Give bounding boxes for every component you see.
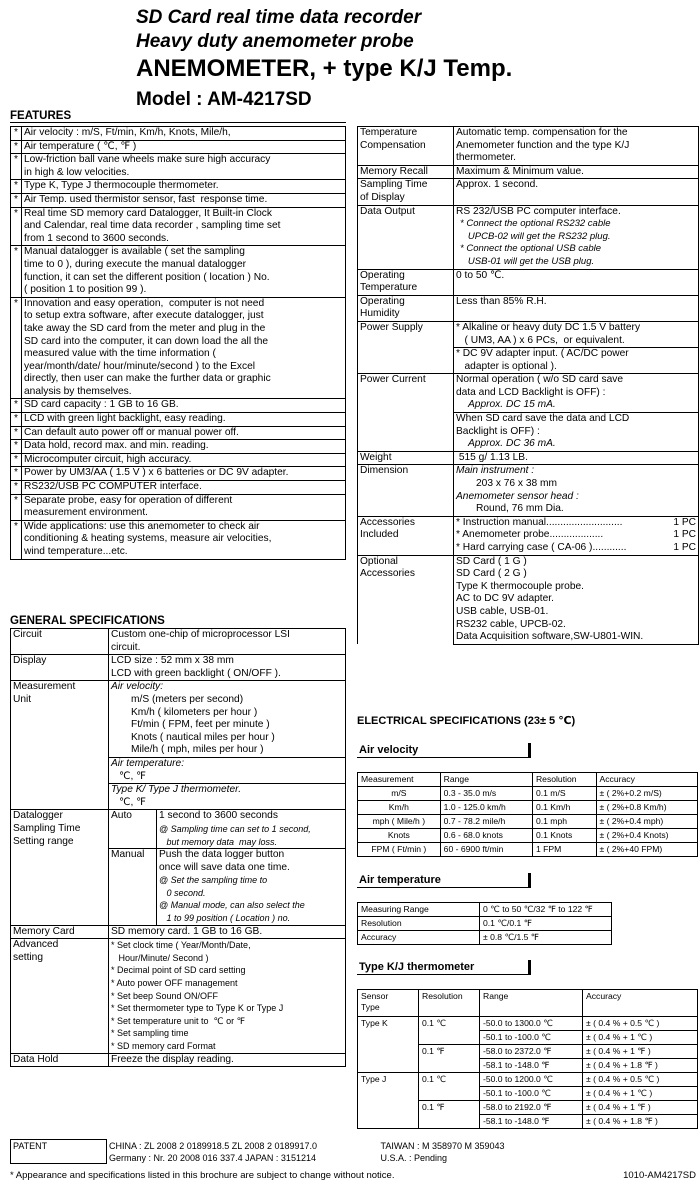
electrical-title: ELECTRICAL SPECIFICATIONS (23± 5 ℃) [357,715,576,727]
header-line1: SD Card real time data recorder [136,7,422,28]
patent-germany-japan: Germany : Nr. 20 2008 016 337.4 JAPAN : 3151214 [109,1152,316,1163]
thermometer-accuracy: ± ( 0.4 % + 1 ℉ ) [583,1045,698,1059]
datalogger-auto-note: @ Sampling time can set to 1 second, but memory data may loss. [159,823,311,847]
footer-note: * Appearance and specifications listed in this brochure are subject to change without notice. [10,1170,395,1181]
air-temperature-cell: Resolution [358,917,480,931]
data-output-value: RS 232/USB PC computer interface. [456,205,621,217]
thermometer-range: -50.0 to 1200.0 ℃ [480,1073,583,1087]
air-temperature-row [358,917,612,931]
thermometer-range: -50.1 to -100.0 ℃ [480,1087,583,1101]
air-velocity-title: Air velocity [357,743,531,758]
feature-row [11,207,346,246]
feature-bullet: * [11,207,22,246]
data-output-note: * Connect the optional RS232 cable UPCB-02 will get the RS232 plug. * Connect the optional USB cable USB-01 will get the USB plug. [460,218,611,267]
power-current-sd-value: Approx. DC 36 mA. [468,438,556,450]
advanced-setting-items: * Set clock time ( Year/Month/Date, Hour/Minute/ Second ) * Decimal point of SD card setting * Auto power OFF management * Set beep Sound ON/OFF * Set thermometer type to Type K or Type J * Set temperature unit to ℃ or ℉ * Set sampling time * SD memory card Format [109,939,346,1053]
weight-label: Weight [358,451,454,465]
memory-recall-value: Maximum & Minimum value. [454,165,699,179]
thermometer-header-row [358,990,698,1017]
memory-card-label: Memory Card [11,925,109,939]
air-velocity-cell: 0.7 - 78.2 mile/h [440,815,532,829]
dimension-main-value: 203 x 76 x 38 mm [476,478,557,490]
weight-value: 515 g/ 1.13 LB. [454,451,699,465]
patent-taiwan: TAIWAN : M 358970 M 359043 [380,1140,505,1151]
feature-bullet: * [11,297,22,399]
data-hold-value: Freeze the display reading. [109,1053,346,1067]
circuit-value: Custom one-chip of microprocessor LSI circuit. [109,629,346,655]
thermometer-header-cell: Accuracy [583,990,698,1017]
feature-bullet: * [11,467,22,481]
header-model: Model : AM-4217SD [136,89,312,110]
air-velocity-cell: ± ( 2%+0.8 Km/h) [596,801,697,815]
air-temperature-cell: Measuring Range [358,903,480,917]
feature-bullet: * [11,193,22,207]
air-velocity-cell: 60 - 6900 ft/min [440,843,532,857]
power-current-normal-value: Approx. DC 15 mA. [468,399,556,411]
air-velocity-header-row [358,773,698,787]
accessory-name: * Anemometer probe................... [456,529,604,541]
dimension-label: Dimension [358,465,454,516]
air-velocity-cell: Knots [358,829,441,843]
header-line2: Heavy duty anemometer probe [136,31,414,52]
unit-label: Measurement Unit [11,681,109,810]
feature-bullet: * [11,453,22,467]
feature-text: Can default auto power off or manual power off. [22,426,346,440]
power-current-normal: Normal operation ( w/o SD card save data and LCD Backlight is OFF) : [456,374,624,398]
feature-row [11,297,346,399]
thermometer-accuracy: ± ( 0.4 % + 1 ℃ ) [583,1031,698,1045]
feature-row [11,440,346,454]
air-velocity-cell: 0.1 Knots [532,829,596,843]
feature-bullet: * [11,520,22,559]
thermometer-resolution: 0.1 ℃ [419,1073,480,1101]
thermometer-header-cell: Resolution [419,990,480,1017]
feature-row [11,481,346,495]
thermometer-resolution: 0.1 ℃ [419,1017,480,1045]
air-velocity-row [358,815,698,829]
feature-text: Air temperature ( ℃, ℉ ) [22,140,346,154]
datalogger-manual-value: Push the data logger button once will save data one time. [159,849,290,873]
thermometer-header-cell: Range [480,990,583,1017]
air-velocity-header-cell: Resolution [532,773,596,787]
air-temperature-row [358,931,612,945]
temp-compensation-label: Temperature Compensation [358,127,454,166]
feature-text: RS232/USB PC COMPUTER interface. [22,481,346,495]
accessory-item [456,529,696,542]
air-temperature-row [358,903,612,917]
thermometer-range: -50.1 to -100.0 ℃ [480,1031,583,1045]
temp-compensation-value: Automatic temp. compensation for the Anemometer function and the type K/J thermometer. [454,127,699,166]
air-temperature-cell: Accuracy [358,931,480,945]
air-temperature-cell: 0.1 ℃/0.1 ℉ [480,917,612,931]
general-spec-table [10,628,346,1067]
general-title: GENERAL SPECIFICATIONS [10,615,165,627]
power-supply-battery: * Alkaline or heavy duty DC 1.5 V battery ( UM3, AA ) x 6 PCs, or equivalent. [454,321,699,347]
dimension-sensor-value: Round, 76 mm Dia. [476,503,564,515]
optional-accessories-label: Optional Accessories [358,555,454,644]
feature-bullet: * [11,399,22,413]
unit-air-temp-title: Air temperature: [111,757,185,769]
feature-bullet: * [11,494,22,520]
feature-row [11,127,346,141]
patent-china: CHINA : ZL 2008 2 0189918.5 ZL 2008 2 0189917.0 [109,1140,317,1151]
display-label: Display [11,655,109,681]
air-velocity-header-cell: Range [440,773,532,787]
power-current-sd: When SD card save the data and LCD Backlight is OFF) : [456,413,630,437]
feature-text: Air velocity : m/S, Ft/min, Km/h, Knots, Mile/h, [22,127,346,141]
feature-row [11,453,346,467]
feature-row [11,140,346,154]
operating-humidity-label: Operating Humidity [358,295,454,321]
air-velocity-cell: mph ( Mile/h ) [358,815,441,829]
air-velocity-cell: 0.1 m/S [532,787,596,801]
unit-air-velocity-items: m/S (meters per second) Km/h ( kilometers per hour ) Ft/min ( FPM, feet per minute ) Knots ( nautical miles per hour ) Mile/h ( mph, miles per hour ) [131,693,275,756]
feature-text: Separate probe, easy for operation of different measurement environment. [22,494,346,520]
air-temperature-title: Air temperature [357,873,531,888]
feature-text: Wide applications: use this anemometer to check air conditioning & heating systems, measure air velocities, wind temperature...etc. [22,520,346,559]
air-temperature-cell: 0 ℃ to 50 ℃/32 ℉ to 122 ℉ [480,903,612,917]
air-velocity-cell: FPM ( Ft/min ) [358,843,441,857]
accessory-qty: 1 PC [673,516,696,528]
optional-accessories-list: SD Card ( 1 G ) SD Card ( 2 G ) Type K thermocouple probe. AC to DC 9V adapter. USB cable, USB-01. RS232 cable, UPCB-02. Data Acquisition software,SW-U801-WIN. [454,555,699,644]
feature-row [11,413,346,427]
power-supply-adapter: * DC 9V adapter input. ( AC/DC power adapter is optional ). [454,348,699,374]
thermometer-accuracy: ± ( 0.4 % + 1.8 ℉ ) [583,1115,698,1129]
operating-temp-value: 0 to 50 ℃. [454,269,699,295]
sampling-time-label: Sampling Time of Display [358,179,454,205]
air-velocity-cell: 0.1 mph [532,815,596,829]
feature-bullet: * [11,127,22,141]
feature-text: Power by UM3/AA ( 1.5 V ) x 6 batteries or DC 9V adapter. [22,467,346,481]
dimension-sensor-label: Anemometer sensor head : [456,490,579,502]
memory-recall-label: Memory Recall [358,165,454,179]
air-velocity-row [358,843,698,857]
feature-text: Innovation and easy operation, computer is not need to setup extra software, after execute datalogger, just take away the SD card from the meter and plug in the SD card into the computer, it can down load the all the measured value with the time information ( year/month/date/ hour/minute/second ) to the Excel directly, then user can make the further data or graphic analysis by themselves. [22,297,346,399]
feature-row [11,180,346,194]
air-velocity-header-cell: Accuracy [596,773,697,787]
air-velocity-table [357,772,698,857]
feature-text: Type K, Type J thermocouple thermometer. [22,180,346,194]
thermometer-accuracy: ± ( 0.4 % + 0.5 ℃ ) [583,1017,698,1031]
data-hold-label: Data Hold [11,1053,109,1067]
feature-row [11,399,346,413]
air-velocity-cell: m/S [358,787,441,801]
footer-code: 1010-AM4217SD [623,1170,696,1181]
air-velocity-cell: 0.6 - 68.0 knots [440,829,532,843]
features-table [10,126,346,560]
air-velocity-cell: 0.3 - 35.0 m/s [440,787,532,801]
feature-row [11,154,346,180]
patent-table [10,1139,698,1164]
feature-row [11,494,346,520]
power-supply-label: Power Supply [358,321,454,373]
feature-bullet: * [11,440,22,454]
circuit-label: Circuit [11,629,109,655]
thermometer-range: -58.0 to 2372.0 ℉ [480,1045,583,1059]
air-temperature-table [357,902,612,945]
feature-row [11,467,346,481]
features-title: FEATURES [10,110,346,123]
air-velocity-cell: 0.1 Km/h [532,801,596,815]
accessories-label: Accessories Included [358,516,454,555]
thermometer-range: -50.0 to 1300.0 ℃ [480,1017,583,1031]
accessory-qty: 1 PC [673,542,696,553]
air-velocity-cell: ± ( 2%+40 FPM) [596,843,697,857]
feature-text: Microcomputer circuit, high accuracy. [22,453,346,467]
feature-bullet: * [11,481,22,495]
feature-row [11,426,346,440]
feature-text: SD card capacity : 1 GB to 16 GB. [22,399,346,413]
unit-thermo-title: Type K/ Type J thermometer. [111,784,242,796]
air-velocity-row [358,801,698,815]
thermometer-resolution: 0.1 ℉ [419,1045,480,1073]
feature-bullet: * [11,154,22,180]
accessories-list [454,516,699,555]
feature-text: Manual datalogger is available ( set the sampling time to 0 ), during execute the manual datalogger function, it can set the different position ( location ) No. ( position 1 to position 99 ). [22,246,346,297]
accessory-name: * Hard carrying case ( CA-06 )............ [456,542,627,553]
feature-text: Real time SD memory card Datalogger, It Built-in Clock and Calendar, real time data recorder , sampling time set from 1 second to 3600 seconds. [22,207,346,246]
datalogger-manual-note2: @ Manual mode, can also select the 1 to 99 position ( Location ) no. [159,900,305,924]
accessory-name: * Instruction manual........................... [456,516,623,528]
datalogger-manual-note1: @ Set the sampling time to 0 second. [159,875,268,898]
feature-row [11,246,346,297]
air-velocity-cell: ± ( 2%+0.2 m/S) [596,787,697,801]
unit-air-velocity-title: Air velocity: [111,681,164,693]
thermometer-range: -58.1 to -148.0 ℉ [480,1059,583,1073]
air-velocity-header-cell: Measurement [358,773,441,787]
dimension-main-label: Main instrument : [456,465,535,477]
datalogger-manual-label: Manual [109,849,157,926]
feature-bullet: * [11,426,22,440]
feature-text: LCD with green light backlight, easy reading. [22,413,346,427]
accessory-qty: 1 PC [673,529,696,541]
datalogger-label: Datalogger Sampling Time Setting range [11,810,109,925]
advanced-setting-label: Advanced setting [11,939,109,1053]
feature-text: Low-friction ball vane wheels make sure high accuracy in high & low velocities. [22,154,346,180]
feature-text: Data hold, record max. and min. reading. [22,440,346,454]
air-velocity-cell: Km/h [358,801,441,815]
thermometer-resolution: 0.1 ℉ [419,1101,480,1129]
feature-row [11,193,346,207]
feature-bullet: * [11,246,22,297]
thermometer-accuracy: ± ( 0.4 % + 1.8 ℉ ) [583,1059,698,1073]
thermometer-accuracy: ± ( 0.4 % + 1 ℃ ) [583,1087,698,1101]
air-velocity-row [358,829,698,843]
right-spec-table [357,126,699,645]
datalogger-auto-label: Auto [109,810,157,849]
power-current-label: Power Current [358,374,454,452]
datalogger-auto-value: 1 second to 3600 seconds [159,810,278,822]
thermometer-accuracy: ± ( 0.4 % + 1 ℉ ) [583,1101,698,1115]
unit-thermo-items: ℃, ℉ [119,796,146,808]
feature-text: Air Temp. used thermistor sensor, fast response time. [22,193,346,207]
patent-label: PATENT [11,1140,107,1164]
patent-usa: U.S.A. : Pending [380,1152,448,1163]
data-output-label: Data Output [358,205,454,269]
thermometer-table [357,989,698,1129]
header-product-title: ANEMOMETER, + type K/J Temp. [136,55,513,82]
thermometer-title: Type K/J thermometer [357,960,531,975]
sampling-time-value: Approx. 1 second. [454,179,699,205]
thermometer-sensor-type: Type J [358,1073,419,1129]
feature-bullet: * [11,140,22,154]
air-velocity-row [358,787,698,801]
thermometer-sensor-type: Type K [358,1017,419,1073]
air-velocity-cell: 1 FPM [532,843,596,857]
feature-bullet: * [11,413,22,427]
thermometer-accuracy: ± ( 0.4 % + 0.5 ℃ ) [583,1073,698,1087]
display-value: LCD size : 52 mm x 38 mm LCD with green backlight ( ON/OFF ). [109,655,346,681]
feature-bullet: * [11,180,22,194]
air-velocity-cell: ± ( 2%+0.4 Knots) [596,829,697,843]
operating-temp-label: Operating Temperature [358,269,454,295]
feature-row [11,520,346,559]
air-temperature-cell: ± 0.8 ℃/1.5 ℉ [480,931,612,945]
unit-air-temp-items: ℃, ℉ [119,770,146,782]
thermometer-range: -58.1 to -148.0 ℉ [480,1115,583,1129]
thermometer-row [358,1017,698,1031]
accessory-item [456,542,696,555]
thermometer-range: -58.0 to 2192.0 ℉ [480,1101,583,1115]
air-velocity-cell: 1.0 - 125.0 km/h [440,801,532,815]
air-velocity-cell: ± ( 2%+0.4 mph) [596,815,697,829]
operating-humidity-value: Less than 85% R.H. [454,295,699,321]
accessory-item [456,517,696,530]
thermometer-header-cell: Sensor Type [358,990,419,1017]
memory-card-value: SD memory card. 1 GB to 16 GB. [109,925,346,939]
thermometer-row [358,1073,698,1087]
